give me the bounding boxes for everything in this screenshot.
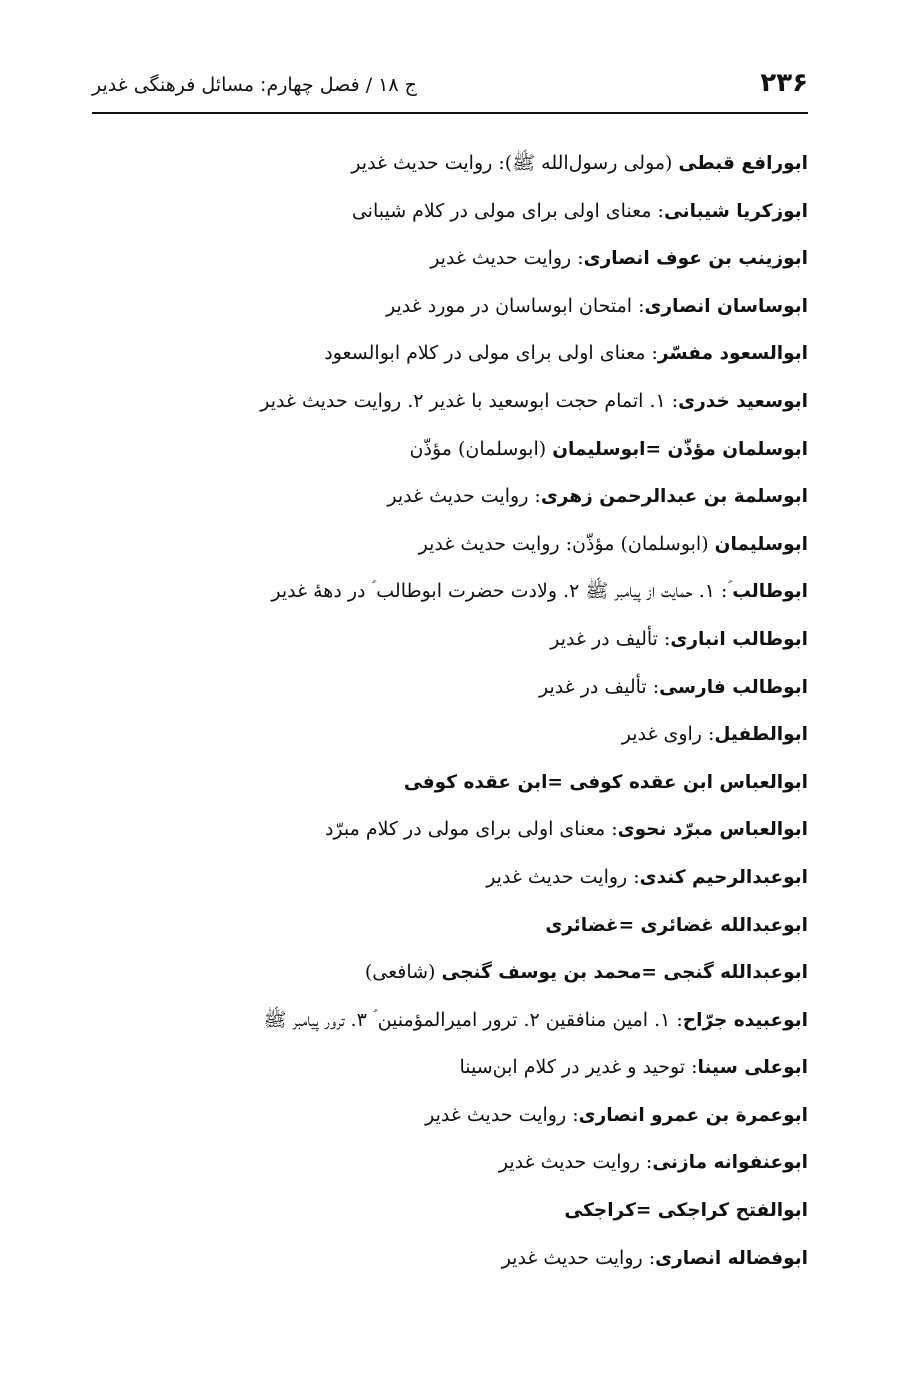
index-entry xyxy=(92,1092,808,1140)
index-entry-term: ابوعبدالرحیم کندی xyxy=(639,866,808,888)
index-entry-description: (ابوسلمان) مؤذّن: روایت حدیث غدیر xyxy=(418,532,715,555)
index-entry-term: ابوعنفوانه مازنی xyxy=(652,1152,808,1174)
index-entry-description: : روایت حدیث غدیر xyxy=(430,247,584,270)
index-entry xyxy=(92,616,808,664)
index-entry-term: ابوسلمان مؤذّن =ابوسلیمان xyxy=(552,438,808,460)
index-entry xyxy=(92,1187,808,1235)
index-entry xyxy=(92,235,808,283)
index-entry-term: ابوفضاله انصاری xyxy=(655,1247,808,1269)
index-entry-term: ابوسلیمان xyxy=(714,533,808,555)
index-entry-description: (مولی رسول‌الله ﷺ): روایت حدیث غدیر xyxy=(351,152,679,174)
index-entry-description: (ابوسلمان) مؤذّن xyxy=(409,437,553,460)
index-entry-description: : روایت حدیث غدیر xyxy=(425,1103,579,1126)
index-entry-term: ابوالعباس ابن عقده کوفی =ابن عقده کوفی xyxy=(403,771,808,793)
index-entry-term: ابوعمرة بن عمرو انصاری xyxy=(578,1104,808,1126)
index-entry-description: (شافعی) xyxy=(364,961,442,984)
index-entry-description: : راوی غدیر xyxy=(621,723,715,746)
index-entry-term: ابوالطفیل xyxy=(714,724,808,746)
index-entry-term: ابوعلی سینا xyxy=(697,1057,808,1079)
page-header xyxy=(92,62,808,114)
index-entry-term: ابوطالب xyxy=(732,581,808,603)
index-entry-description: : روایت حدیث غدیر xyxy=(387,485,541,508)
index-entry xyxy=(92,188,808,236)
index-entry-description: : معنای اولی برای مولی در کلام شیبانی xyxy=(351,199,664,222)
index-entry-description: : امتحان ابوساسان در مورد غدیر xyxy=(386,294,645,317)
index-entry xyxy=(92,949,808,997)
index-entry xyxy=(92,568,808,616)
index-entry xyxy=(92,1044,808,1092)
index-entry-term: ابوزکریا شیبانی xyxy=(663,200,808,222)
index-entry xyxy=(92,664,808,712)
index-entry xyxy=(92,1235,808,1283)
index-entry xyxy=(92,378,808,426)
index-entry xyxy=(92,997,808,1045)
index-entry xyxy=(92,1139,808,1187)
index-entry-term: ابوساسان انصاری xyxy=(644,295,808,317)
index-entry xyxy=(92,426,808,474)
index-entry-description: : معنای اولی برای مولی در کلام مبرّد xyxy=(324,818,618,841)
index-entry-term: ابوعبیده جرّاح xyxy=(682,1009,808,1031)
running-title: ج ۱۸ / فصل چهارم: مسائل فرهنگی غدیر xyxy=(92,74,417,96)
index-entry-description: : توحید و غدیر در کلام ابن‌سینا xyxy=(459,1056,698,1079)
index-entry xyxy=(92,711,808,759)
index-entry xyxy=(92,902,808,950)
page-number: ۲۳۶ xyxy=(760,68,808,98)
index-entry-term: ابوسلمة بن عبدالرحمن زهری xyxy=(540,486,808,508)
index-entry xyxy=(92,283,808,331)
index-entry xyxy=(92,140,808,188)
index-entry-description: ؑ: ۱. حمایت از پیامبر ﷺ ۲. ولادت حضرت ابوطالب ؑ در دههٔ غدیر xyxy=(271,580,733,603)
index-entry-description: : روایت حدیث غدیر xyxy=(498,1151,653,1174)
index-entry-description: : معنای اولی برای مولی در کلام ابوالسعود xyxy=(324,342,658,365)
index-entry-term: ابوعبدالله غضائری =غضائری xyxy=(545,914,808,936)
index-entry-list xyxy=(92,140,808,1282)
index-entry xyxy=(92,759,808,807)
index-entry-term: ابورافع قبطی xyxy=(678,153,808,174)
index-entry xyxy=(92,330,808,378)
index-entry-term: ابوالسعود مفسّر xyxy=(657,343,808,365)
index-entry-term: ابوالعباس مبرّد نحوی xyxy=(617,819,808,841)
index-entry-term: ابوسعید خدری xyxy=(678,390,808,412)
index-entry-description: : روایت حدیث غدیر xyxy=(486,865,640,888)
index-entry xyxy=(92,854,808,902)
index-entry-term: ابوطالب فارسی xyxy=(659,676,808,698)
index-entry-description: : ۱. امین منافقین ۲. ترور امیرالمؤمنین ؑ ۳. ترور پیامبر ﷺ xyxy=(263,1008,683,1031)
index-entry-description: : روایت حدیث غدیر xyxy=(501,1246,656,1269)
index-entry-description: : ۱. اتمام حجت ابوسعید با غدیر ۲. روایت حدیث غدیر xyxy=(260,389,679,412)
index-entry xyxy=(92,521,808,569)
index-entry xyxy=(92,806,808,854)
index-entry-term: ابوعبدالله گنجی =محمد بن یوسف گنجی xyxy=(441,962,808,984)
index-entry-description: : تألیف در غدیر xyxy=(539,675,660,698)
index-entry-term: ابوالفتح کراجکی =کراجکی xyxy=(564,1200,808,1222)
index-entry-description: : تألیف در غدیر xyxy=(550,627,671,650)
index-entry-term: ابوطالب انباری xyxy=(670,628,808,650)
index-entry xyxy=(92,473,808,521)
index-entry-term: ابوزینب بن عوف انصاری xyxy=(583,248,808,270)
